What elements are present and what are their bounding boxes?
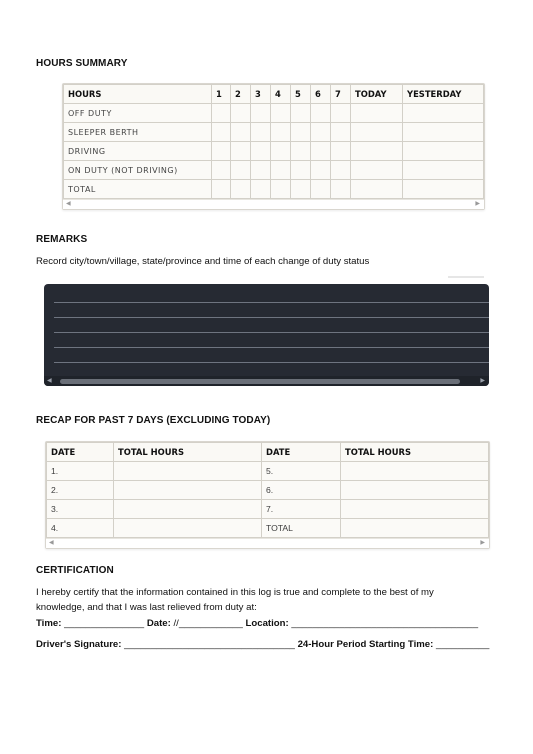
hours-cell[interactable] — [251, 161, 271, 180]
table-row — [64, 161, 484, 180]
hours-cell[interactable] — [351, 142, 403, 161]
hours-cell[interactable] — [251, 180, 271, 199]
hours-cell[interactable] — [403, 104, 484, 123]
hours-cell[interactable] — [271, 123, 291, 142]
recap-date-cell: 3. — [47, 500, 114, 519]
hours-cell[interactable] — [251, 104, 271, 123]
signature-field[interactable]: ________________________________ — [124, 639, 295, 650]
remarks-rule-line — [54, 332, 489, 333]
hours-header-row — [64, 85, 484, 104]
col-header-6: 6 — [311, 85, 331, 104]
hours-cell[interactable] — [311, 123, 331, 142]
recap-hours-cell[interactable] — [341, 462, 489, 481]
location-field[interactable]: ___________________________________ — [291, 618, 479, 629]
remarks-rule-line — [54, 317, 489, 318]
remarks-rule-line — [54, 302, 489, 303]
recap-header-row — [47, 443, 489, 462]
hours-cell[interactable] — [351, 123, 403, 142]
col-header-total-hours: TOTAL HOURS — [341, 443, 489, 462]
remarks-scrollbar[interactable] — [44, 376, 489, 386]
hours-cell[interactable] — [351, 161, 403, 180]
scroll-right-icon[interactable]: ▶ — [480, 378, 485, 384]
recap-heading: RECAP FOR PAST 7 DAYS (EXCLUDING TODAY) — [36, 415, 271, 426]
hours-cell[interactable] — [231, 104, 251, 123]
period-start-label: 24-Hour Period Starting Time: — [297, 639, 434, 650]
recap-date-cell: 6. — [262, 481, 341, 500]
hours-cell[interactable] — [351, 104, 403, 123]
hours-cell[interactable] — [231, 142, 251, 161]
col-header-5: 5 — [291, 85, 311, 104]
row-label-on-duty: ON DUTY (NOT DRIVING) — [64, 161, 212, 180]
hours-cell[interactable] — [403, 142, 484, 161]
col-header-total-hours: TOTAL HOURS — [114, 443, 262, 462]
hours-cell[interactable] — [311, 161, 331, 180]
hours-cell[interactable] — [311, 142, 331, 161]
table-row — [47, 519, 489, 538]
hours-cell[interactable] — [271, 180, 291, 199]
hours-grid — [63, 84, 484, 199]
horizontal-scrollbar[interactable] — [46, 538, 489, 548]
date-label: Date: — [146, 618, 171, 629]
recap-date-cell: 5. — [262, 462, 341, 481]
hours-cell[interactable] — [331, 104, 351, 123]
hours-cell[interactable] — [251, 142, 271, 161]
table-row — [47, 462, 489, 481]
hours-cell[interactable] — [291, 123, 311, 142]
recap-hours-cell[interactable] — [114, 519, 262, 538]
recap-table — [45, 441, 490, 549]
hours-cell[interactable] — [231, 161, 251, 180]
recap-hours-cell[interactable] — [114, 462, 262, 481]
col-header-7: 7 — [331, 85, 351, 104]
col-header-date: DATE — [47, 443, 114, 462]
scrollbar-thumb[interactable] — [60, 379, 460, 384]
row-label-sleeper-berth: SLEEPER BERTH — [64, 123, 212, 142]
col-header-1: 1 — [212, 85, 231, 104]
hours-cell[interactable] — [291, 180, 311, 199]
table-row — [47, 500, 489, 519]
col-header-today: TODAY — [351, 85, 403, 104]
recap-hours-cell[interactable] — [114, 481, 262, 500]
hours-cell[interactable] — [403, 161, 484, 180]
remarks-instruction: Record city/town/village, state/province and time of each change of duty status — [36, 256, 370, 267]
hours-cell[interactable] — [212, 123, 231, 142]
hours-cell[interactable] — [212, 104, 231, 123]
col-header-hours: HOURS — [64, 85, 212, 104]
scroll-right-icon[interactable]: ▶ — [475, 201, 480, 207]
hours-cell[interactable] — [331, 142, 351, 161]
certification-statement: I hereby certify that the information contained in this log is true and complete to the best of my knowledge, and that I was last relieved from duty at: — [36, 587, 434, 613]
table-row — [64, 142, 484, 161]
remarks-textarea[interactable] — [44, 284, 489, 386]
hours-cell[interactable] — [331, 123, 351, 142]
hours-cell[interactable] — [271, 161, 291, 180]
col-header-4: 4 — [271, 85, 291, 104]
row-label-off-duty: OFF DUTY — [64, 104, 212, 123]
hours-cell[interactable] — [291, 161, 311, 180]
signature-fields-line — [36, 639, 489, 650]
col-header-yesterday: YESTERDAY — [403, 85, 484, 104]
col-header-date: DATE — [262, 443, 341, 462]
recap-date-cell: 7. — [262, 500, 341, 519]
hours-cell[interactable] — [403, 180, 484, 199]
remarks-resize-bar — [448, 276, 484, 278]
hours-cell[interactable] — [251, 123, 271, 142]
recap-total-label: TOTAL — [262, 519, 341, 538]
hours-cell[interactable] — [291, 142, 311, 161]
table-row — [64, 180, 484, 199]
recap-hours-cell[interactable] — [341, 481, 489, 500]
hours-cell[interactable] — [311, 180, 331, 199]
time-label: Time: — [36, 618, 62, 629]
relieved-fields-line — [36, 618, 478, 629]
hours-cell[interactable] — [212, 161, 231, 180]
table-row — [64, 123, 484, 142]
col-header-3: 3 — [251, 85, 271, 104]
location-label: Location: — [245, 618, 289, 629]
hours-summary-table — [62, 83, 485, 210]
row-label-total: TOTAL — [64, 180, 212, 199]
recap-hours-cell[interactable] — [341, 500, 489, 519]
table-row — [47, 481, 489, 500]
recap-hours-cell[interactable] — [341, 519, 489, 538]
hours-cell[interactable] — [231, 180, 251, 199]
remarks-heading: REMARKS — [36, 234, 88, 245]
signature-label: Driver's Signature: — [36, 639, 122, 650]
hours-cell[interactable] — [231, 123, 251, 142]
scroll-left-icon[interactable]: ◀ — [49, 540, 54, 546]
hours-cell[interactable] — [331, 180, 351, 199]
hours-cell[interactable] — [331, 161, 351, 180]
hours-summary-heading: HOURS SUMMARY — [36, 58, 128, 69]
hours-cell[interactable] — [351, 180, 403, 199]
period-start-field[interactable]: __________ — [436, 639, 490, 650]
remarks-rule-line — [54, 362, 489, 363]
row-label-driving: DRIVING — [64, 142, 212, 161]
hours-cell[interactable] — [271, 104, 291, 123]
recap-date-cell: 4. — [47, 519, 114, 538]
date-field[interactable]: //____________ — [173, 618, 243, 629]
hours-cell[interactable] — [212, 142, 231, 161]
scroll-right-icon[interactable]: ▶ — [480, 540, 485, 546]
hours-cell[interactable] — [311, 104, 331, 123]
hours-cell[interactable] — [291, 104, 311, 123]
scroll-left-icon[interactable]: ◀ — [47, 378, 52, 384]
remarks-rule-line — [54, 347, 489, 348]
table-row — [64, 104, 484, 123]
time-field[interactable]: _______________ — [64, 618, 145, 629]
hours-cell[interactable] — [271, 142, 291, 161]
hours-cell[interactable] — [403, 123, 484, 142]
hours-cell[interactable] — [212, 180, 231, 199]
horizontal-scrollbar[interactable] — [63, 199, 484, 209]
certification-heading: CERTIFICATION — [36, 565, 114, 576]
recap-grid — [46, 442, 489, 538]
recap-date-cell: 2. — [47, 481, 114, 500]
scroll-left-icon[interactable]: ◀ — [66, 201, 71, 207]
recap-hours-cell[interactable] — [114, 500, 262, 519]
col-header-2: 2 — [231, 85, 251, 104]
recap-date-cell: 1. — [47, 462, 114, 481]
